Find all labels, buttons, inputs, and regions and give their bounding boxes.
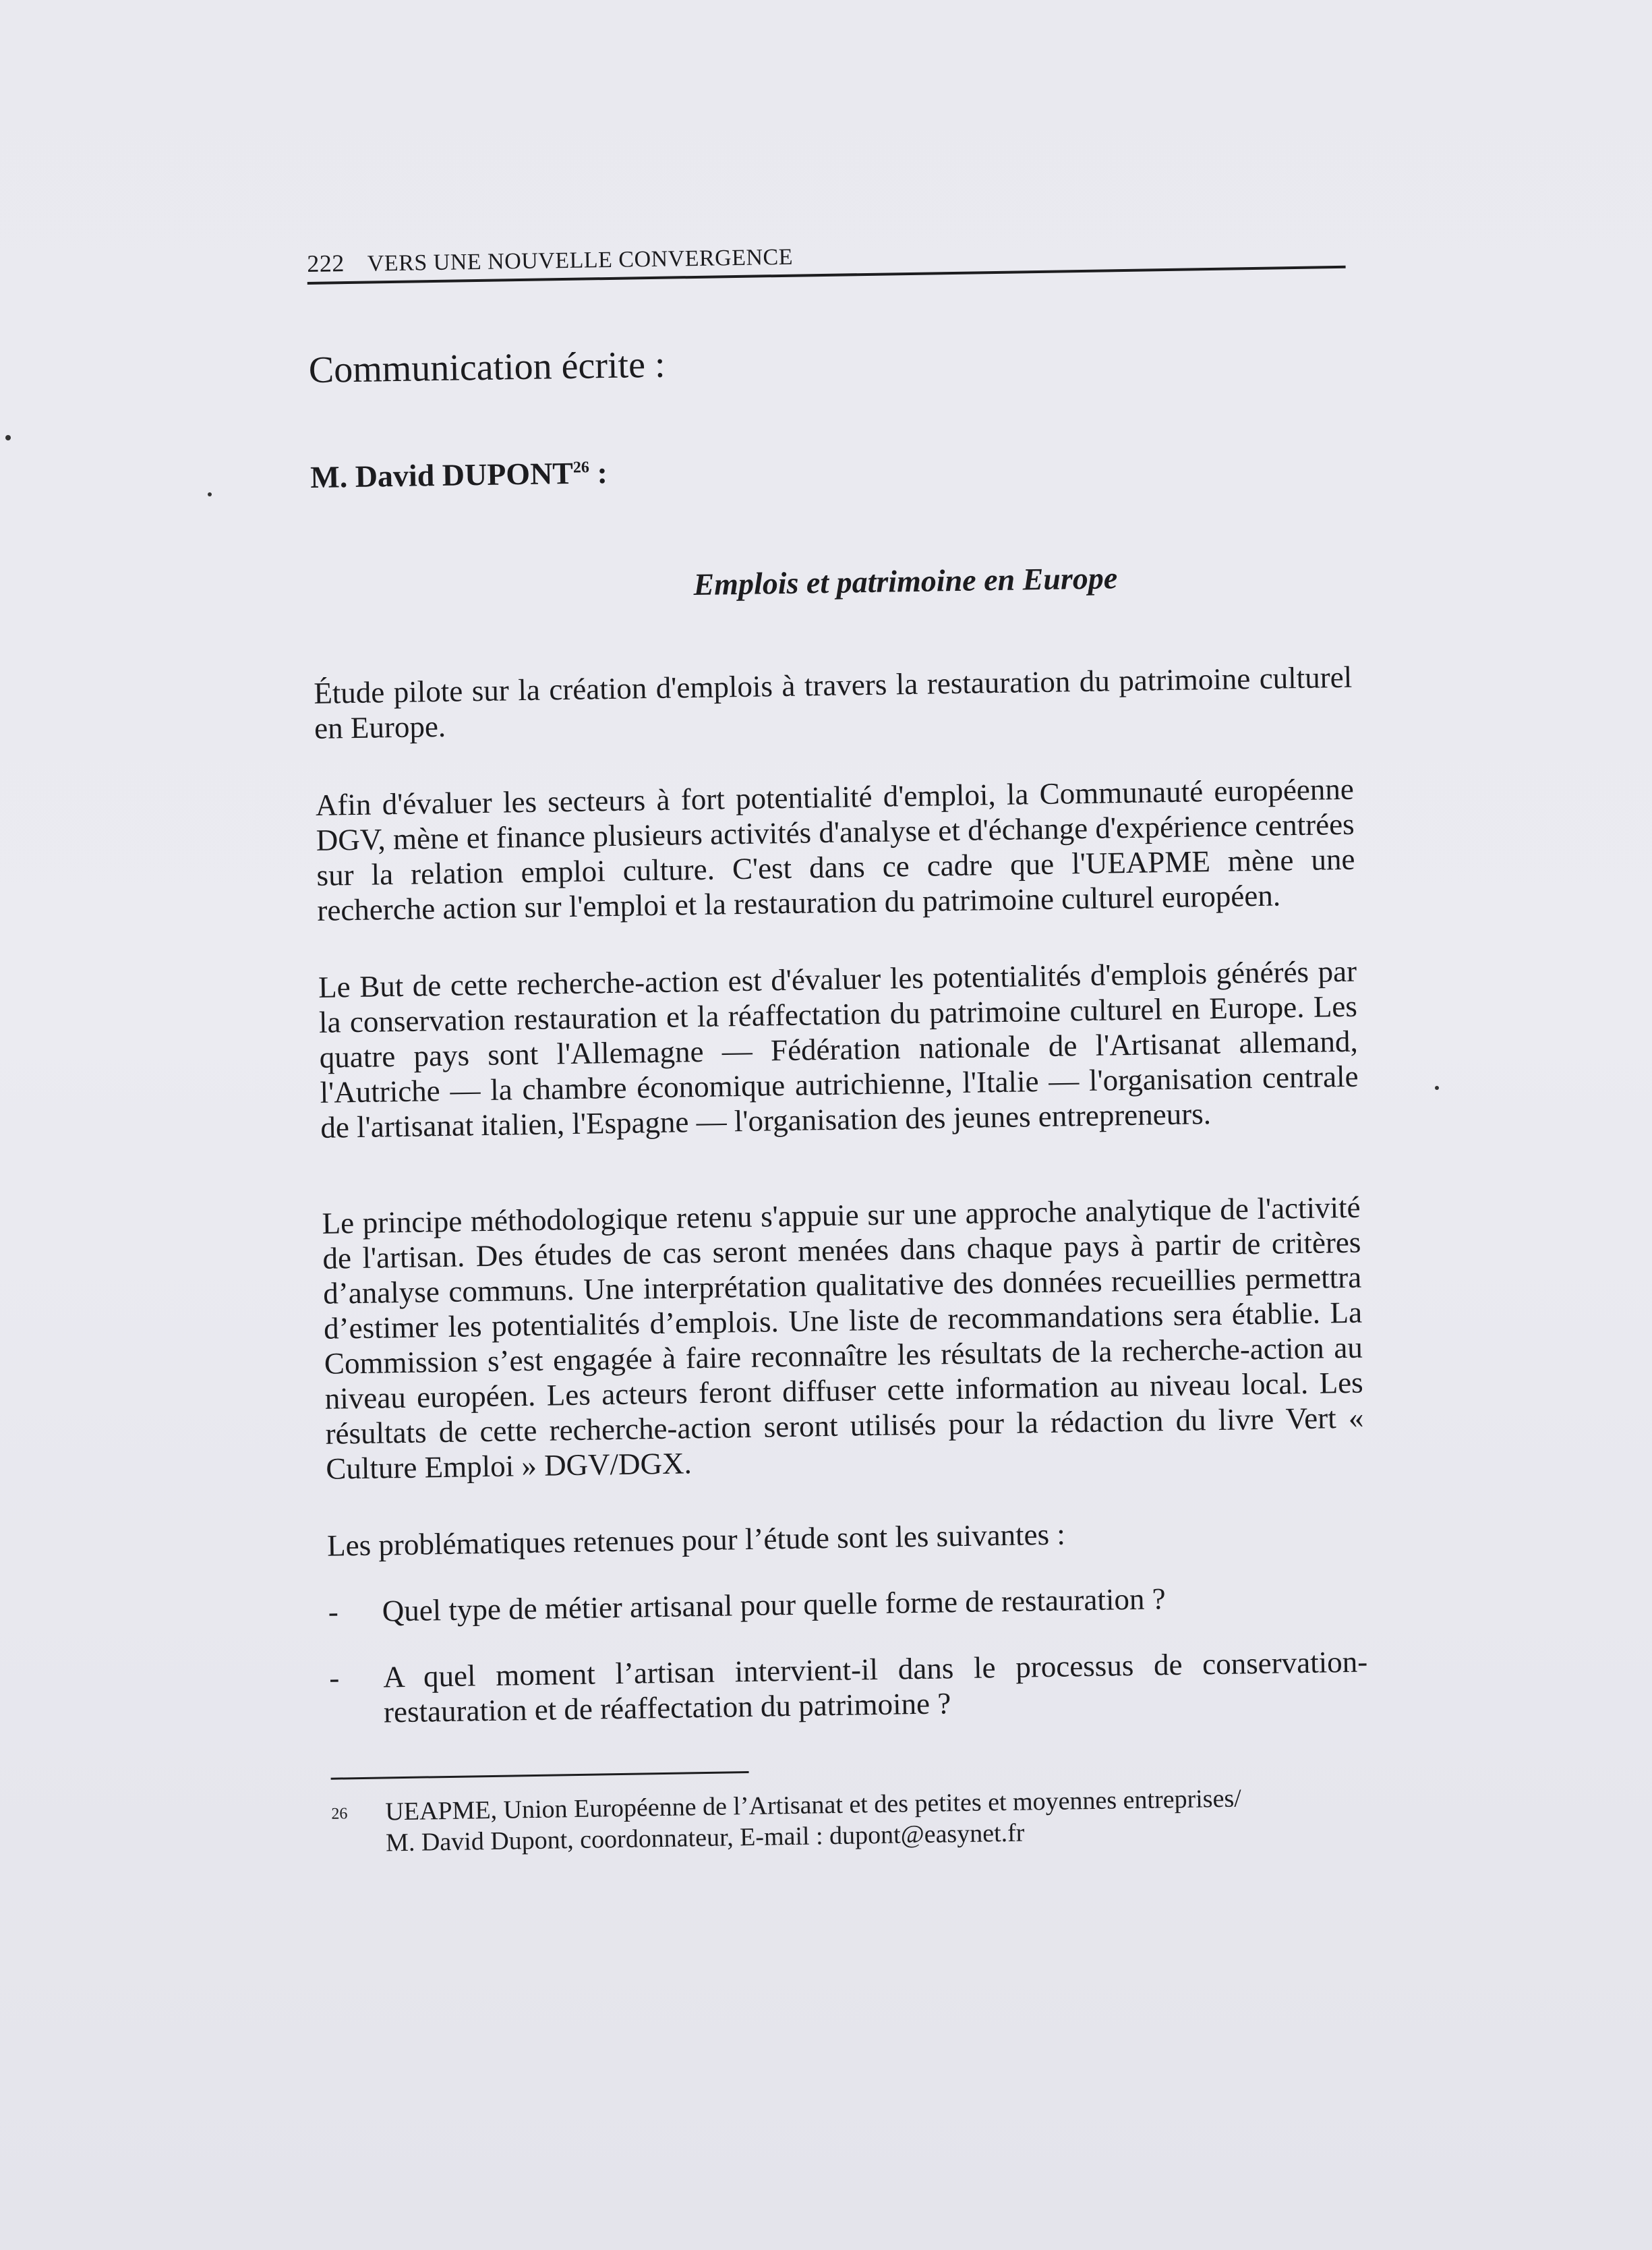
speaker-footnote-ref: 26: [572, 459, 590, 477]
scan-speck: [1435, 1086, 1439, 1090]
footnote-text: [385, 1783, 1242, 1859]
running-title: VERS UNE NOUVELLE CONVERGENCE: [367, 244, 794, 277]
footnote-divider: [331, 1771, 749, 1780]
paragraph-intro: Étude pilote sur la création d'emplois à travers la restauration du patrimoine culturel en Europe.: [313, 660, 1353, 745]
list-item-text: Quel type de métier artisanal pour quelle forme de restauration ?: [382, 1582, 1166, 1628]
section-heading: Communication écrite :: [308, 343, 666, 391]
page-content: [307, 233, 1397, 1859]
footnote-mark: 26: [331, 1805, 348, 1823]
list-item: [329, 1644, 1368, 1731]
list-item-text: A quel moment l’artisan intervient-il dans le processus de conservation-restauration et de réaffectation du patrimoine ?: [382, 1644, 1368, 1729]
paragraph-questions-intro: Les problématiques retenues pour l’étude sont les suivantes :: [326, 1517, 1066, 1563]
footnote-line: M. David Dupont, coordonnateur, E-mail : dupont@easynet.fr: [385, 1818, 1025, 1857]
scan-speck: [5, 435, 11, 440]
paragraph-context: Afin d'évaluer les secteurs à fort potentialité d'emploi, la Communauté européenne DGV, mène et finance plusieurs activités d'analyse et d'échange d'expérience centrées sur la relation emploi culture. C'est dans ce cadre que l'UEAPME mène une recherche action sur l'emploi et la restauration du patrimoine culturel européen.: [315, 772, 1355, 927]
running-header: [307, 233, 1346, 285]
paragraph-goal: Le But de cette recherche-action est d'évaluer les potentialités d'emplois générés par la conservation restauration et la réaffectation du patrimoine culturel en Europe. Les quatre pays sont l'Allemagne — Fédération nationale de l'Artisanat allemand, l'Autriche — la chambre économique autrichienne, l'Italie — l'organisation centrale de l'artisanat italien, l'Espagne — l'organisation des jeunes entrepreneurs.: [318, 954, 1359, 1145]
scan-speck: [208, 492, 212, 496]
footnote: [331, 1781, 1370, 1859]
paragraph-method: Le principe méthodologique retenu s'appuie sur une approche analytique de l'activité de l'artisan. Des études de cas seront menées dans chaque pays à partir de critères d’analyse communs. Une interprétation qualitative des données recueillies permettra d’estimer les potentialités d’emplois. Une liste de recommandations sera établie. La Commission s’est engagée à faire reconnaître les résultats de la recherche-action au niveau européen. Les acteurs feront diffuser cette information au niveau local. Les résultats de cette recherche-action seront utilisés pour la rédaction du livre Vert « Culture Emploi » DGV/DGX.: [322, 1190, 1364, 1486]
list-dash: -: [328, 1661, 340, 1695]
article-title: Emplois et patrimoine en Europe: [693, 560, 1118, 602]
list-item: [328, 1578, 1367, 1629]
speaker-name: M. David DUPONT: [309, 455, 574, 494]
list-dash: -: [328, 1594, 339, 1629]
footnote-line: UEAPME, Union Européenne de l’Artisanat et des petites et moyennes entreprises/: [385, 1784, 1242, 1826]
page-number: 222: [307, 250, 345, 277]
questions-list: [328, 1578, 1368, 1731]
speaker-suffix: :: [589, 455, 608, 490]
speaker-line: [310, 442, 1376, 495]
